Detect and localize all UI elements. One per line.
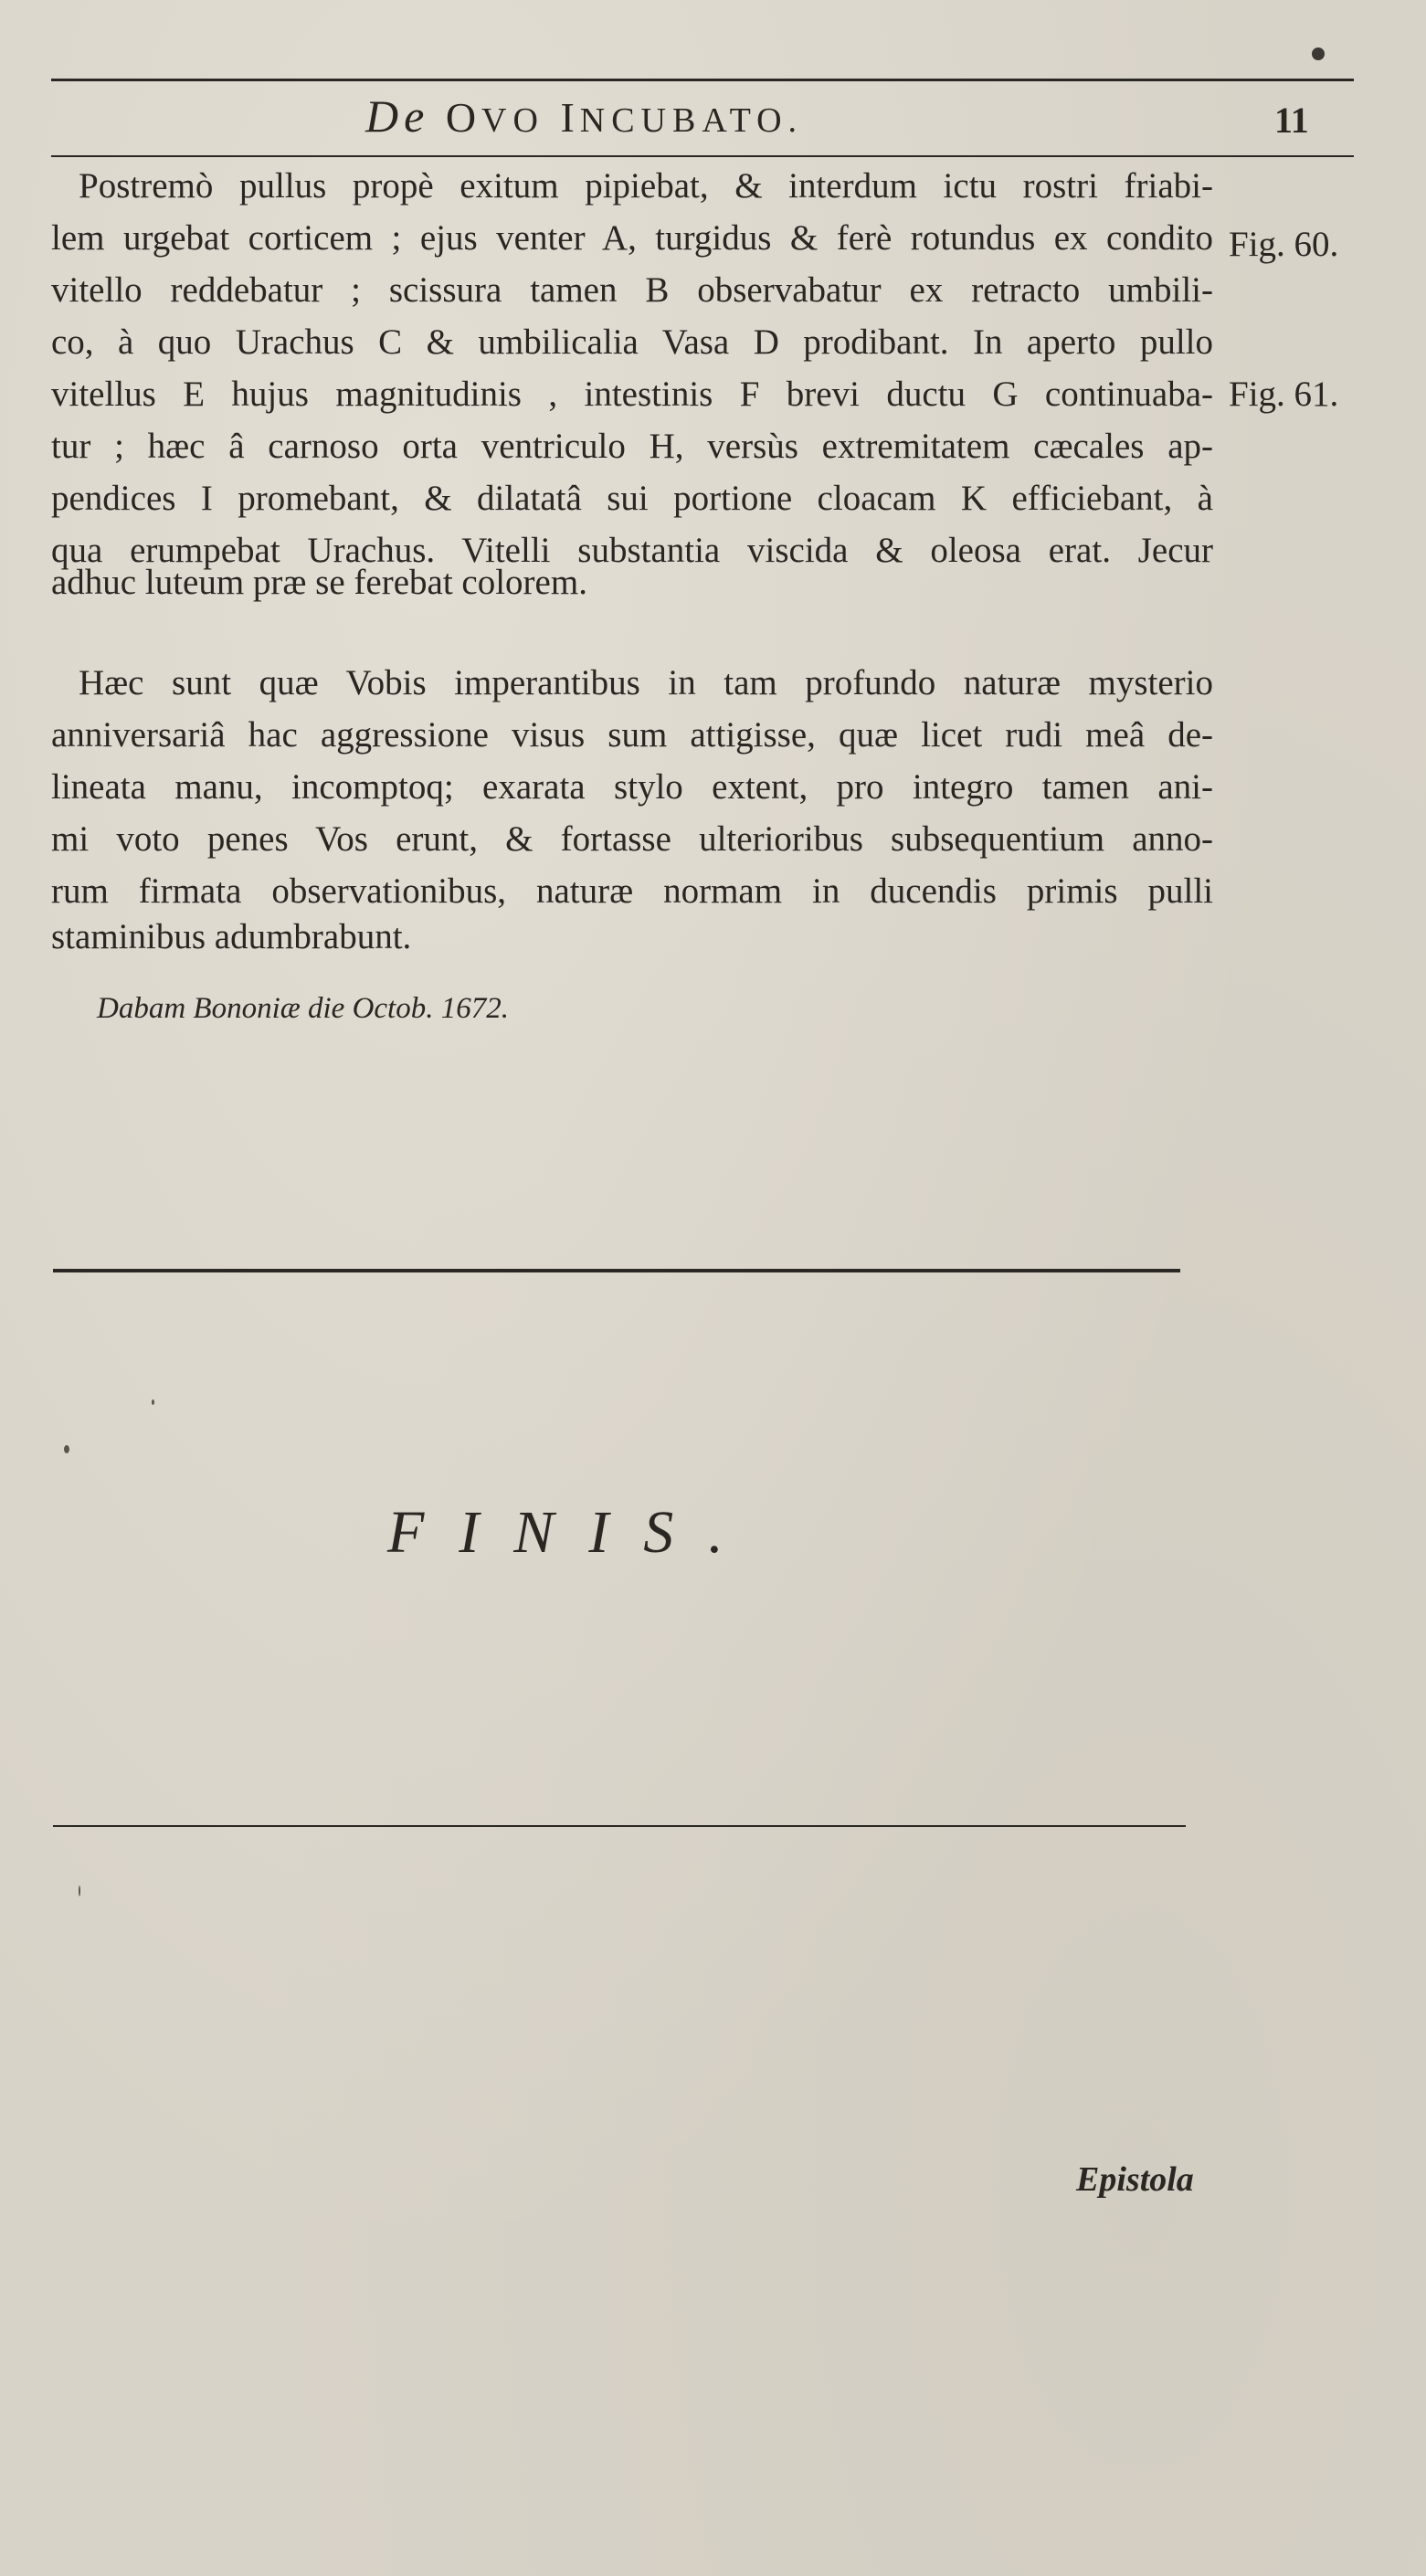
paragraph2-line: anniversariâ hac aggressione visus sum attigisse, quæ licet rudi meâ de-: [51, 715, 1213, 755]
side-note-fig61: Fig. 61.: [1229, 375, 1339, 414]
paper-speck: [152, 1399, 154, 1405]
side-note-fig60: Fig. 60.: [1229, 225, 1339, 264]
paragraph2-line: lineata manu, incomptoq; exarata stylo extent, pro integro tamen ani-: [51, 767, 1213, 807]
paragraph1-line: adhuc luteum præ se ferebat colorem.: [51, 563, 587, 602]
paragraph1-line: pendices I promebant, & dilatatâ sui portione cloacam K efficiebant, à: [51, 479, 1213, 518]
paragraph1-line: co, à quo Urachus C & umbilicalia Vasa D prodibant. In aperto pullo: [51, 322, 1213, 362]
paper-speck: [79, 1885, 80, 1896]
running-head-title: [365, 90, 950, 143]
title-incubato: [560, 94, 803, 141]
page-number: 11: [1274, 100, 1309, 141]
paragraph1-line: lem urgebat corticem ; ejus venter A, turgidus & ferè rotundus ex condito: [51, 218, 1213, 258]
paper-speck: [1312, 48, 1325, 60]
title-incubato-initial: I: [560, 94, 580, 141]
finis-heading: FINIS.: [387, 1499, 758, 1566]
separator-rule-lower: [53, 1825, 1186, 1827]
header-bottom-rule: [51, 155, 1354, 157]
paragraph1-line: vitello reddebatur ; scissura tamen B observabatur ex retracto umbili-: [51, 270, 1213, 310]
paragraph2-line: Hæc sunt quæ Vobis imperantibus in tam profundo naturæ mysterio: [79, 663, 1213, 702]
paragraph2-line: mi voto penes Vos erunt, & fortasse ulterioribus subsequentium anno-: [51, 819, 1213, 859]
header-top-rule: [51, 79, 1354, 81]
catchword: Epistola: [1076, 2160, 1194, 2199]
paragraph1-line: vitellus E hujus magnitudinis , intestinis F brevi ductu G continuaba-: [51, 375, 1213, 414]
title-incubato-rest: NCUBATO.: [579, 101, 804, 140]
separator-rule-upper: [53, 1269, 1180, 1272]
title-de: De: [365, 90, 430, 142]
paragraph2-line: staminibus adumbrabunt.: [51, 917, 412, 956]
title-ovo-initial: O: [445, 94, 482, 141]
paragraph2-line: rum firmata observationibus, naturæ normam in ducendis primis pulli: [51, 871, 1213, 911]
title-ovo-rest: VO: [481, 101, 544, 140]
paragraph1-line: tur ; hæc â carnoso orta ventriculo H, versùs extremitatem cæcales ap-: [51, 427, 1213, 466]
paragraph1-line: qua erumpebat Urachus. Vitelli substantia viscida & oleosa erat. Jecur: [51, 531, 1213, 570]
paragraph1-line: Postremò pullus propè exitum pipiebat, & interdum ictu rostri friabi-: [79, 166, 1213, 206]
title-ovo: [446, 94, 544, 141]
dateline: Dabam Bononiæ die Octob. 1672.: [97, 992, 509, 1025]
paper-speck: [64, 1445, 69, 1453]
